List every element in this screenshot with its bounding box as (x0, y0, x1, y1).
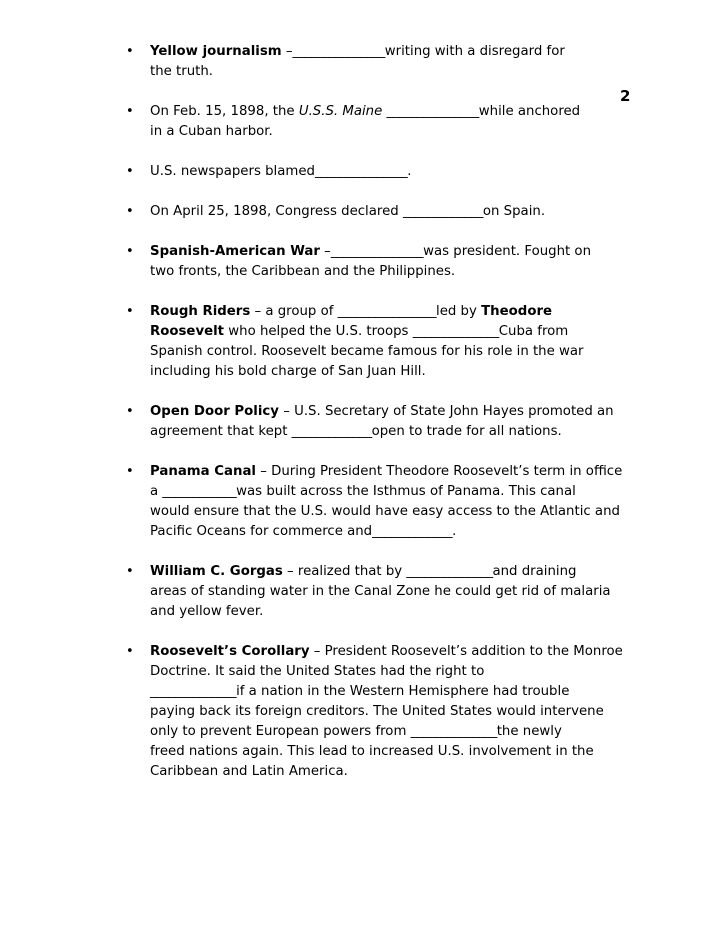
text-segment: On Feb. 15, 1898, the (150, 104, 299, 119)
key-term: Panama Canal (150, 464, 256, 479)
text-segment: on Spain. (482, 204, 546, 219)
text-segment: Cuba from (498, 324, 569, 339)
list-item (0, 242, 628, 282)
text-segment: two fronts, the Caribbean and the Philippines. (150, 264, 456, 279)
text-segment: while anchored (478, 104, 581, 119)
text-line (150, 362, 628, 382)
text-line (150, 742, 628, 762)
text-line (150, 582, 628, 602)
key-term: Yellow journalism (150, 44, 282, 59)
bullet-icon: • (126, 644, 134, 659)
text-segment: was president. Fought on (423, 244, 591, 259)
list-item (0, 462, 628, 542)
text-segment: – During President Theodore Roosevelt’s term in office (256, 464, 623, 479)
text-segment: . (452, 524, 457, 539)
bullet-icon: • (126, 44, 134, 59)
text-segment: and draining (492, 564, 577, 579)
text-line (150, 642, 628, 662)
fill-in-blank: _____________ (402, 204, 483, 219)
text-segment: writing with a disregard for (384, 44, 565, 59)
text-segment: would ensure that the U.S. would have easy access to the Atlantic and (150, 504, 620, 519)
list-item (0, 202, 628, 222)
text-segment: . (407, 164, 412, 179)
fill-in-blank: _______________ (292, 44, 385, 59)
text-line (150, 422, 628, 442)
key-term: William C. Gorgas (150, 564, 283, 579)
text-line (150, 162, 628, 182)
text-segment: areas of standing water in the Canal Zone he could get rid of malaria (150, 584, 611, 599)
text-line (150, 402, 628, 422)
bullet-icon: • (126, 204, 134, 219)
bullet-icon: • (126, 164, 134, 179)
text-segment: agreement that kept (150, 424, 292, 439)
key-term: Spanish-American War (150, 244, 320, 259)
bullet-icon: • (126, 104, 134, 119)
text-segment: On April 25, 1898, Congress declared (150, 204, 403, 219)
key-term: Theodore (481, 304, 553, 319)
text-segment: – (281, 44, 293, 59)
text-line (150, 562, 628, 582)
list-item (0, 402, 628, 442)
bullet-icon: • (126, 304, 134, 319)
text-segment: paying back its foreign creditors. The United States would intervene (150, 704, 604, 719)
fill-in-blank: ______________ (410, 724, 497, 739)
fill-in-blank: _____________ (291, 424, 372, 439)
text-line (150, 102, 628, 122)
text-segment: Pacific Oceans for commerce and (150, 524, 373, 539)
text-line (150, 242, 628, 262)
text-line (150, 262, 628, 282)
text-segment: – realized that by (282, 564, 407, 579)
fill-in-blank: _______________ (314, 164, 408, 179)
text-line (150, 122, 628, 142)
fill-in-blank: _______________ (330, 244, 424, 259)
text-line (150, 342, 628, 362)
text-segment: if a nation in the Western Hemisphere had trouble (236, 684, 570, 699)
text-segment: Doctrine. It said the United States had the right to (150, 664, 485, 679)
text-segment: including his bold charge of San Juan Hill. (150, 364, 426, 379)
fill-in-blank: ______________ (412, 324, 499, 339)
text-segment: open to trade for all nations. (371, 424, 562, 439)
text-segment: the truth. (150, 64, 214, 79)
list-item (0, 562, 628, 622)
text-line (150, 62, 628, 82)
list-item (0, 162, 628, 182)
text-line (150, 762, 628, 782)
text-segment: and yellow fever. (150, 604, 264, 619)
text-segment: – President Roosevelt’s addition to the Monroe (309, 644, 623, 659)
text-segment: freed nations again. This lead to increased U.S. involvement in the (150, 744, 594, 759)
list-item (0, 302, 628, 382)
text-line (150, 662, 628, 682)
text-segment: who helped the U.S. troops (224, 324, 413, 339)
bullet-icon: • (126, 464, 134, 479)
bullet-icon: • (126, 564, 134, 579)
text-line (150, 602, 628, 622)
fill-in-blank: _______________ (386, 104, 479, 119)
text-segment: in a Cuban harbor. (150, 124, 273, 139)
text-segment: – U.S. Secretary of State John Hayes promoted an (278, 404, 614, 419)
list-item (0, 42, 628, 82)
text-line (150, 202, 628, 222)
key-term: Rough Riders (150, 304, 251, 319)
text-segment: – (319, 244, 331, 259)
list-item (0, 102, 628, 142)
key-term: Open Door Policy (150, 404, 279, 419)
key-term: Roosevelt (150, 324, 225, 339)
italic-text: U.S.S. Maine (298, 104, 383, 119)
text-segment: Caribbean and Latin America. (150, 764, 348, 779)
text-segment: the newly (496, 724, 562, 739)
text-segment: only to prevent European powers from (150, 724, 411, 739)
text-line (150, 722, 628, 742)
text-line (150, 462, 628, 482)
text-segment: U.S. newspapers blamed (150, 164, 315, 179)
fill-in-blank: ______________ (406, 564, 493, 579)
text-line (150, 502, 628, 522)
text-segment: led by (436, 304, 482, 319)
text-line (150, 482, 628, 502)
fill-in-blank: ____________ (162, 484, 237, 499)
fill-in-blank: _____________ (372, 524, 453, 539)
fill-in-blank: ______________ (150, 684, 237, 699)
text-line (150, 522, 628, 542)
text-segment: – a group of (250, 304, 338, 319)
text-segment: was built across the Isthmus of Panama. This canal (236, 484, 576, 499)
text-line (150, 302, 628, 322)
text-line (150, 42, 628, 62)
key-term: Roosevelt’s Corollary (150, 644, 310, 659)
bullet-icon: • (126, 244, 134, 259)
page-number: 2 (620, 87, 631, 105)
text-line (150, 682, 628, 702)
text-line (150, 702, 628, 722)
text-segment: a (150, 484, 163, 499)
bullet-list (0, 42, 728, 782)
text-segment: Spanish control. Roosevelt became famous for his role in the war (150, 344, 584, 359)
fill-in-blank: ________________ (337, 304, 437, 319)
bullet-icon: • (126, 404, 134, 419)
text-line (150, 322, 628, 342)
list-item (0, 642, 628, 782)
